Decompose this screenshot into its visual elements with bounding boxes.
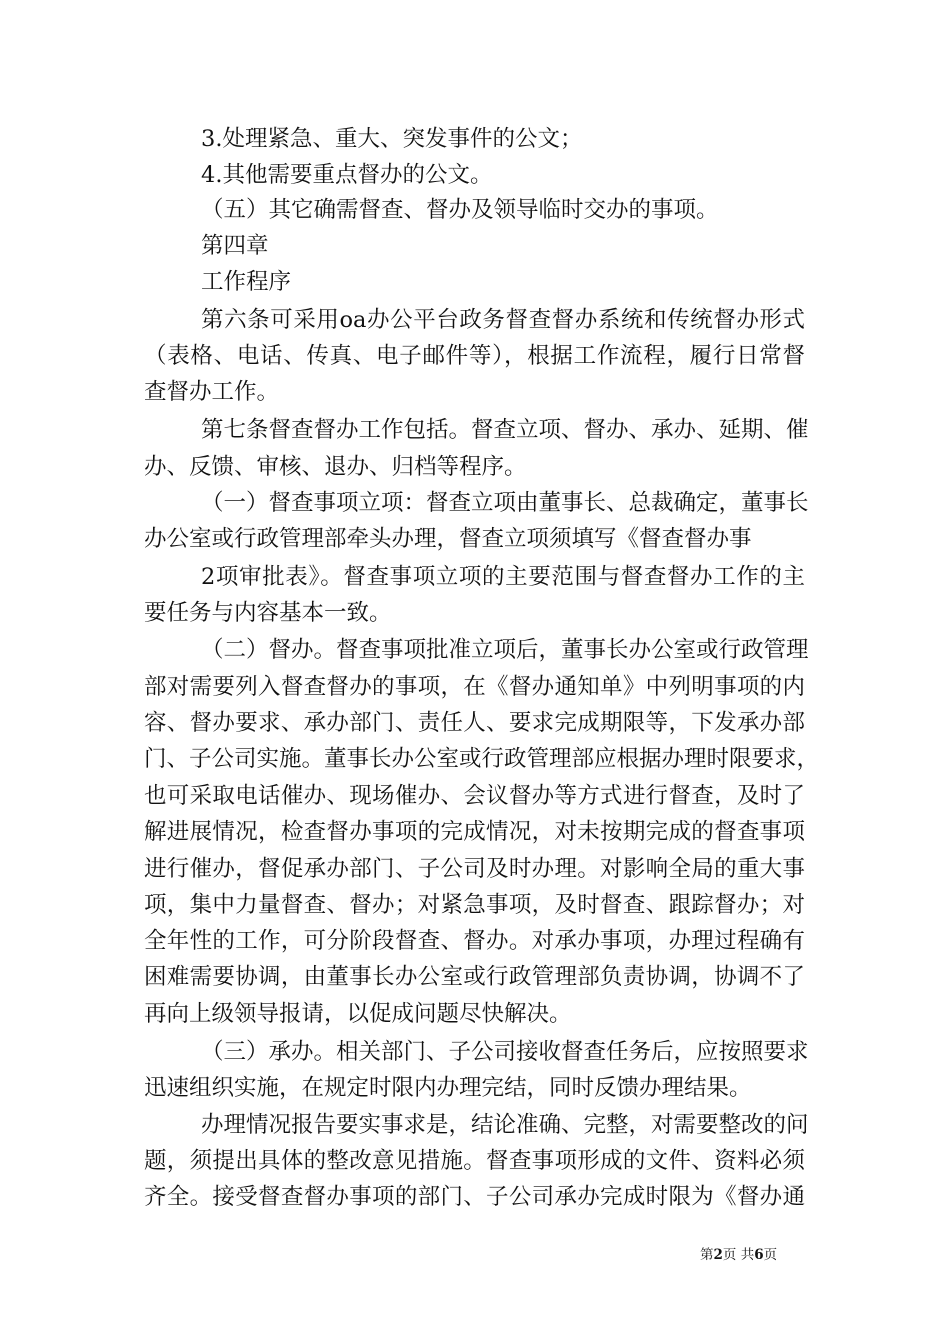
page-number-footer bbox=[700, 1246, 777, 1264]
text-line: 办、反馈、审核、退办、归档等程序。 bbox=[144, 454, 527, 480]
text-line: 第六条可采用oa办公平台政务督查督办系统和传统督办形式 bbox=[201, 307, 805, 333]
text-line: （三）承办。相关部门、子公司接收督查任务后，应按照要求 bbox=[201, 1039, 809, 1065]
footer-suffix: 页 bbox=[763, 1247, 778, 1263]
chapter-heading: 第四章 bbox=[201, 233, 269, 259]
text-line: 办公室或行政管理部牵头办理，督查立项须填写《督查督办事 bbox=[144, 526, 752, 552]
text-line: 第七条督查督办工作包括。督查立项、督办、承办、延期、催 bbox=[201, 417, 809, 443]
current-page-number: 2 bbox=[713, 1247, 723, 1263]
text-line: 2项审批表》。督查事项立项的主要范围与督查督办工作的主 bbox=[201, 564, 805, 590]
text-line: 3.处理紧急、重大、突发事件的公文； bbox=[201, 126, 583, 152]
text-line: 部对需要列入督查督办的事项，在《督办通知单》中列明事项的内 bbox=[144, 674, 805, 700]
section-heading: 工作程序 bbox=[201, 269, 292, 295]
text-line: 迅速组织实施，在规定时限内办理完结，同时反馈办理结果。 bbox=[144, 1075, 752, 1101]
text-line: 困难需要协调，由董事长办公室或行政管理部负责协调，协调不了 bbox=[144, 964, 805, 990]
total-page-count: 6 bbox=[754, 1247, 764, 1263]
text-line: 进行催办，督促承办部门、子公司及时办理。对影响全局的重大事 bbox=[144, 856, 805, 882]
text-line: （一）督查事项立项：督查立项由董事长、总裁确定，董事长 bbox=[201, 490, 809, 516]
text-line: 再向上级领导报请，以促成问题尽快解决。 bbox=[144, 1001, 572, 1027]
text-line: （表格、电话、传真、电子邮件等），根据工作流程，履行日常督 bbox=[144, 343, 805, 369]
text-line: 门、子公司实施。董事长办公室或行政管理部应根据办理时限要求， bbox=[144, 746, 820, 772]
text-line: （二）督办。督查事项批准立项后，董事长办公室或行政管理 bbox=[201, 637, 809, 663]
text-line: 也可采取电话催办、现场催办、会议督办等方式进行督查，及时了 bbox=[144, 783, 805, 809]
text-line: 题，须提出具体的整改意见措施。督查事项形成的文件、资料必须 bbox=[144, 1148, 805, 1174]
text-line: 解进展情况，检查督办事项的完成情况，对未按期完成的督查事项 bbox=[144, 819, 805, 845]
text-line: 4.其他需要重点督办的公文。 bbox=[201, 162, 493, 188]
text-line: （五）其它确需督查、督办及领导临时交办的事项。 bbox=[201, 197, 719, 223]
footer-prefix: 第 bbox=[700, 1247, 714, 1263]
text-line: 办理情况报告要实事求是，结论准确、完整，对需要整改的问 bbox=[201, 1112, 809, 1138]
text-line: 容、督办要求、承办部门、责任人、要求完成期限等，下发承办部 bbox=[144, 710, 805, 736]
footer-middle: 页 共 bbox=[722, 1247, 755, 1263]
text-line: 项，集中力量督查、督办；对紧急事项，及时督查、跟踪督办；对 bbox=[144, 892, 805, 918]
text-line: 要任务与内容基本一致。 bbox=[144, 600, 392, 626]
text-line: 齐全。接受督查督办事项的部门、子公司承办完成时限为《督办通 bbox=[144, 1184, 805, 1210]
text-line: 查督办工作。 bbox=[144, 379, 280, 405]
text-line: 全年性的工作，可分阶段督查、督办。对承办事项，办理过程确有 bbox=[144, 928, 805, 954]
